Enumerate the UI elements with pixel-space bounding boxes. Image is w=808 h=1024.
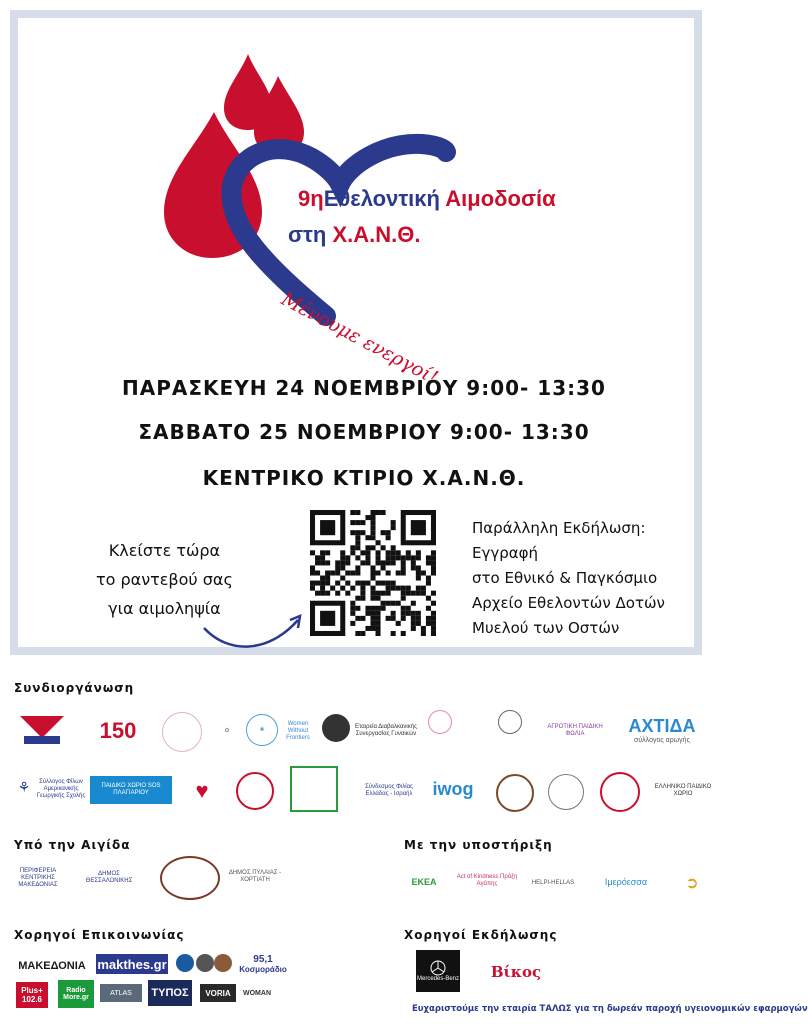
ekea-logo: ΕΚΕΑ bbox=[411, 876, 437, 887]
women-club-logo: ✿ bbox=[224, 727, 230, 734]
mercedes-star-icon bbox=[430, 960, 446, 976]
act-of-kindness-logo: Act of Kindness Πράξη Αγάπης bbox=[456, 874, 518, 887]
qr-code[interactable] bbox=[310, 510, 436, 636]
sos-village-logo: ΠΑΙΔΙΚΟ ΧΩΡΙΟ SOS ΠΛΑΓΙΑΡΙΟΥ bbox=[90, 776, 172, 804]
axtida-subtitle: σύλλογος αρωγής bbox=[634, 737, 690, 744]
perifereia-logo: ΠΕΡΙΦΕΡΕΙΑ ΚΕΝΤΡΙΚΗΣ ΜΑΚΕΔΟΝΙΑΣ bbox=[18, 867, 58, 888]
kosmoradio-name: Κοσμοράδιο bbox=[239, 965, 287, 974]
imeroessa-logo: Ιμερόεσσα bbox=[604, 876, 648, 887]
section-auspices: Υπό την Αιγίδα bbox=[14, 838, 131, 852]
media-circle-icon-3 bbox=[214, 954, 232, 972]
booking-line: Κλείστε τώρα bbox=[108, 541, 221, 560]
association-circle-logo bbox=[162, 712, 202, 752]
atlas-logo: ATLAS bbox=[100, 984, 142, 1002]
agrotiki-logo: ΑΓΡΟΤΙΚΗ ΠΑΙΔΙΚΗ ΦΩΛΙΑ bbox=[547, 724, 603, 737]
xanth-logo bbox=[14, 712, 70, 748]
red-seal-logo bbox=[600, 772, 640, 812]
poster bbox=[26, 26, 686, 639]
section-event-sponsors: Χορηγοί Εκδήλωσης bbox=[404, 928, 558, 942]
american-farm-icon: ⚘ bbox=[17, 778, 31, 795]
arrow-to-qr-icon bbox=[198, 606, 308, 656]
parallel-line: Μυελού των Οστών bbox=[472, 619, 620, 637]
helpi-logo: HELPI-HELLAS bbox=[531, 879, 575, 886]
etaireia-logo: Εταιρεία Διαβαλκανικής Συνεργασίας Γυναικών bbox=[354, 724, 417, 737]
plus-radio-logo bbox=[16, 982, 48, 1008]
ship-emblem-logo bbox=[160, 856, 220, 900]
thermaides-logo bbox=[498, 710, 522, 734]
etaireia-emblem bbox=[322, 714, 350, 742]
dimos-pylaias-logo: ΔΗΜΟΣ ΠΥΛΑΙΑΣ - ΧΟΡΤΙΑΤΗ bbox=[228, 870, 282, 883]
media-circle-icon-1 bbox=[176, 954, 194, 972]
event-title-line2 bbox=[288, 222, 420, 248]
makedonia-logo: ΜΑΚΕΔΟΝΙΑ bbox=[18, 960, 86, 972]
event-title-line1 bbox=[298, 186, 556, 212]
green-badge-logo bbox=[290, 766, 338, 812]
elliniko-paidiko-logo: ΕΛΛΗΝΙΚΟ ΠΑΙΔΙΚΟ ΧΩΡΙΟ bbox=[654, 784, 712, 797]
iwog-logo: iwog bbox=[432, 778, 474, 799]
kosmoradio-logo bbox=[238, 950, 288, 978]
portrait-seal-logo bbox=[548, 774, 584, 810]
section-coorganizers: Συνδιοργάνωση bbox=[14, 681, 135, 695]
date-saturday: ΣΑΒΒΑΤΟ 25 ΝΟΕΜΒΡΙΟΥ 9:00- 13:30 bbox=[138, 420, 590, 444]
title-prefix: στη bbox=[288, 222, 327, 247]
tree-seal-logo bbox=[496, 774, 534, 812]
media-circle-icon-2 bbox=[196, 954, 214, 972]
section-support: Με την υποστήριξη bbox=[404, 838, 553, 852]
axtida-logo bbox=[612, 712, 712, 748]
plus-frequency: 102.6 bbox=[21, 995, 43, 1004]
poster-frame bbox=[10, 10, 702, 655]
woman-logo: WOMAN bbox=[243, 989, 271, 997]
venue: ΚΕΝΤΡΙΚΟ ΚΤΙΡΙΟ Χ.Α.Ν.Θ. bbox=[202, 466, 526, 490]
women-without-frontiers-logo: Women Without Frontiers bbox=[286, 720, 310, 741]
typos-logo: ΤΥΠΟΣ bbox=[148, 980, 192, 1006]
booking-line: το ραντεβού σας bbox=[96, 570, 233, 589]
plus-name: Plus+ bbox=[21, 986, 43, 995]
kosmoradio-frequency: 95,1 bbox=[253, 954, 273, 965]
parallel-line: Εγγραφή bbox=[472, 544, 539, 562]
circle-swirl-logo: ➲ bbox=[685, 874, 699, 892]
title-word-blood-donation: Αιμοδοσία bbox=[445, 186, 556, 211]
dimos-thessalonikis-logo: ΔΗΜΟΣ ΘΕΣΣΑΛΟΝΙΚΗΣ bbox=[85, 871, 133, 884]
vikos-logo: Βίκος bbox=[490, 963, 542, 981]
makthes-logo: makthes.gr bbox=[96, 954, 168, 974]
mercedes-name: Mercedes-Benz bbox=[416, 976, 460, 982]
philoptochos-logo: 150 bbox=[99, 717, 137, 743]
thank-you-note: Ευχαριστούμε την εταιρία ΤΑΛΩΣ για τη δωρεάν παροχή υγειονομικών εφαρμογών bbox=[412, 1004, 808, 1014]
filoi-israel-logo: Σύνδεσμος Φιλίας Ελλάδας - Ισραήλ bbox=[365, 784, 413, 797]
title-organization: Χ.Α.Ν.Θ. bbox=[332, 222, 421, 247]
mercedes-logo bbox=[416, 950, 460, 992]
radio-more-logo: Radio More.gr bbox=[58, 980, 94, 1008]
axtida-name: ΑΧΤΙΔΑ bbox=[628, 716, 696, 736]
date-friday: ΠΑΡΑΣΚΕΥΗ 24 ΝΟΕΜΒΡΙΟΥ 9:00- 13:30 bbox=[122, 376, 606, 400]
parallel-line: Παράλληλη Εκδήλωση: bbox=[472, 519, 646, 537]
slogan: Μένουμε ενεργοί! bbox=[277, 288, 442, 390]
section-media: Χορηγοί Επικοινωνίας bbox=[14, 928, 185, 942]
booking-line: για αιμοληψία bbox=[108, 599, 221, 618]
round-seal-logo bbox=[236, 772, 274, 810]
american-farm-logo: Σύλλογος Φίλων Αμερικανικής Γεωργικής Σχολής bbox=[36, 778, 86, 799]
pink-circle-logo bbox=[428, 710, 452, 734]
heart-org-logo: ♥ bbox=[195, 777, 209, 803]
parallel-event-text bbox=[472, 516, 665, 641]
parallel-line: Αρχείο Εθελοντών Δοτών bbox=[472, 594, 665, 612]
edition-number: 9η bbox=[298, 186, 324, 211]
title-word-voluntary: Εθελοντική bbox=[323, 186, 440, 211]
parallel-line: στο Εθνικό & Παγκόσμιο bbox=[472, 569, 658, 587]
women-without-frontiers-icon: ❀ bbox=[246, 714, 278, 746]
voria-logo: VORIA bbox=[200, 984, 236, 1002]
